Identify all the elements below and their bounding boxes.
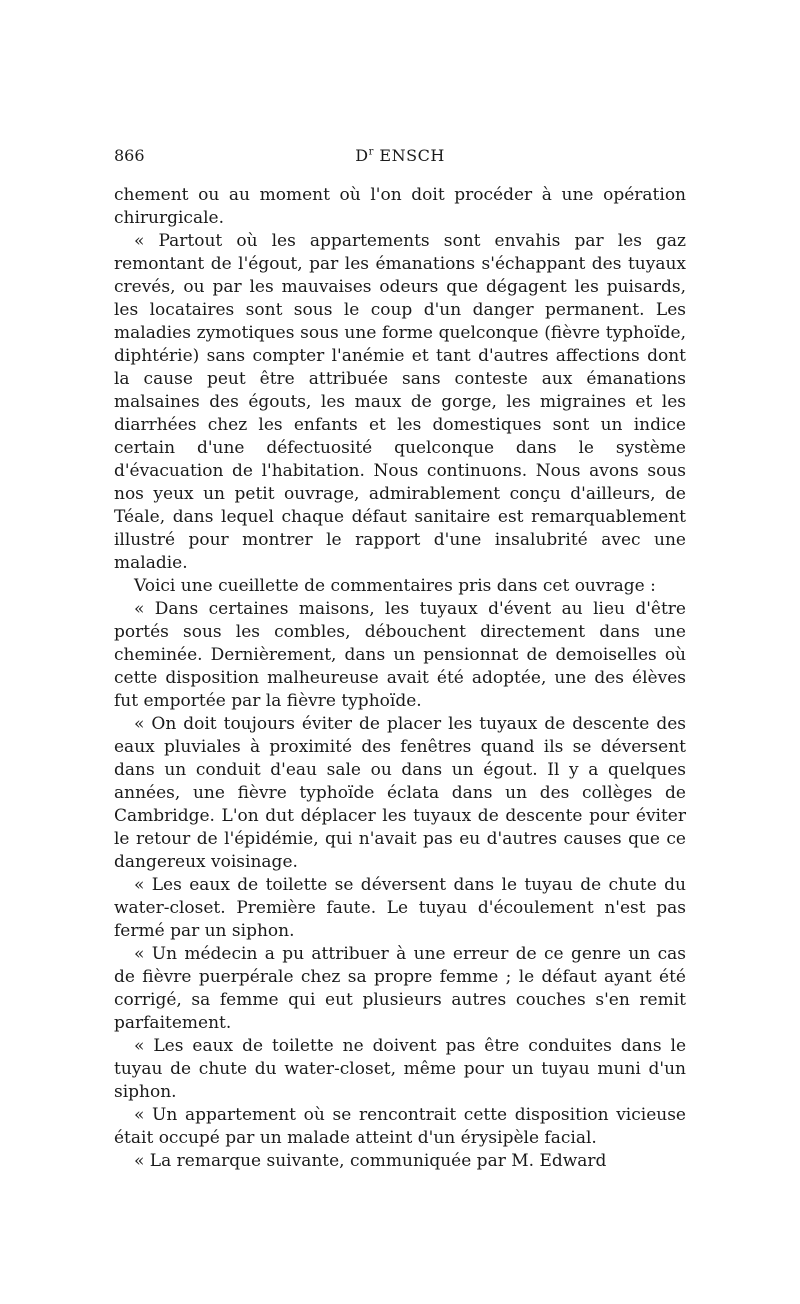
paragraph: « Partout où les appartements sont envahis par les gaz remontant de l'égout, par les émanations s'échappant des tuyaux crevés, ou par les mauvaises odeurs que dégagent les puisards, les locataires sont sous le coup d'un danger permanent. Les maladies zymotiques sous une forme quelconque (fièvre typhoïde, diphtérie) sans compter l'anémie et tant d'autres affections dont la cause peut être attribuée sans conteste aux émanations malsaines des égouts, les maux de gorge, les migraines et les diarrhées chez les enfants et les domestiques sont un indice certain d'une défectuosité quelconque dans le système d'évacuation de l'habitation. Nous continuons. Nous avons sous nos yeux un petit ouvrage, admirablement conçu d'ailleurs, de Téale, dans lequel chaque défaut sanitaire est remarquablement illustré pour montrer le rapport d'une insalubrité avec une maladie. (114, 231, 686, 573)
document-page (114, 146, 686, 1173)
body-text (114, 184, 686, 1173)
running-title (114, 146, 686, 165)
paragraph: Voici une cueillette de commentaires pris dans cet ouvrage : (134, 576, 656, 596)
running-head (114, 146, 686, 170)
paragraph: « Les eaux de toilette ne doivent pas être conduites dans le tuyau de chute du water-closet, même pour un tuyau muni d'un siphon. (114, 1036, 686, 1102)
paragraph: « Un médecin a pu attribuer à une erreur de ce genre un cas de fièvre puerpérale chez sa propre femme ; le défaut ayant été corrigé, sa femme qui eut plusieurs autres couches s'en remit parfaitement. (114, 944, 686, 1033)
paragraph: « Un appartement où se rencontrait cette disposition vicieuse était occupé par un malade atteint d'un érysipèle facial. (114, 1105, 686, 1148)
title-name: ENSCH (373, 146, 445, 165)
paragraph: « Dans certaines maisons, les tuyaux d'évent au lieu d'être portés sous les combles, débouchent directement dans une cheminée. Dernièrement, dans un pensionnat de demoiselles où cette disposition malheureuse avait été adoptée, une des élèves fut emportée par la fièvre typhoïde. (114, 599, 686, 711)
paragraph: « On doit toujours éviter de placer les tuyaux de descente des eaux pluviales à proximité des fenêtres quand ils se déversent dans un conduit d'eau sale ou dans un égout. Il y a quelques années, une fièvre typhoïde éclata dans un des collèges de Cambridge. L'on dut déplacer les tuyaux de descente pour éviter le retour de l'épidémie, qui n'avait pas eu d'autres causes que ce dangereux voisinage. (114, 714, 686, 872)
paragraph-continuation: chement ou au moment où l'on doit procéder à une opération chirurgicale. (114, 185, 686, 228)
paragraph: « Les eaux de toilette se déversent dans le tuyau de chute du water-closet. Première faute. Le tuyau d'écoulement n'est pas fermé par un siphon. (114, 875, 686, 941)
paragraph: « La remarque suivante, communiquée par M. Edward (134, 1151, 607, 1171)
title-prefix: D (355, 146, 369, 165)
title-superscript: r (368, 146, 374, 158)
page-number: 866 (114, 146, 145, 165)
